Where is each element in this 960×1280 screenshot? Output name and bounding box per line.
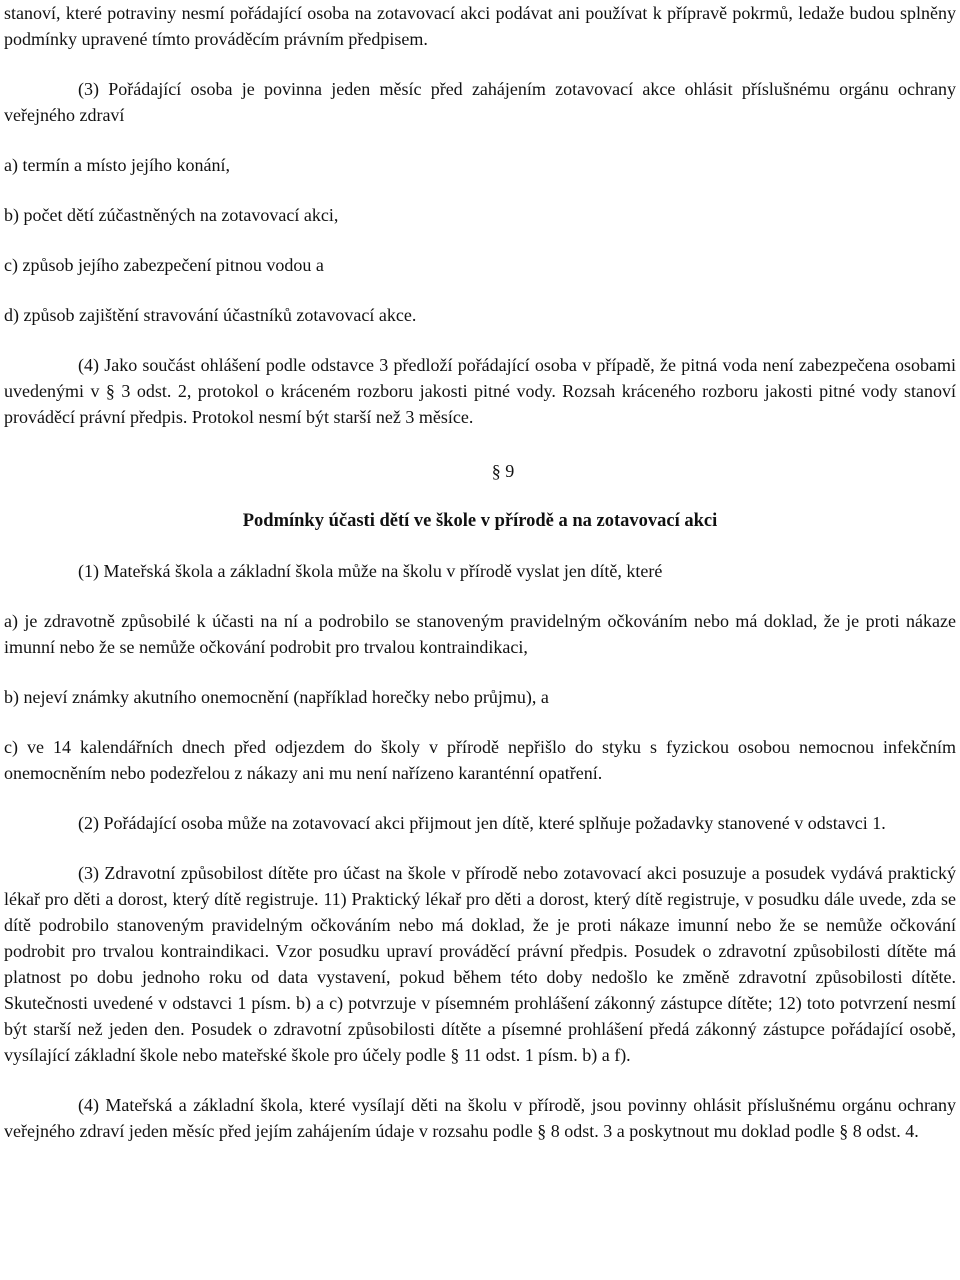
paragraph-continuation: stanoví, které potraviny nesmí pořádající osoba na zotavovací akci podávat ani používat k přípravě pokrmů, ledaže budou splněny podmínky upravené tímto prováděcím právním předpisem.	[4, 3, 956, 49]
paragraph-4: (4) Jako součást ohlášení podle odstavce 3 předloží pořádající osoba v případě, že pitná voda není zabezpečena osobami uvedenými v § 3 odst. 2, protokol o kráceném rozboru jakosti pitné vody. Rozsah kráceného rozboru jakosti pitné vody stanoví prováděcí právní předpis. Protokol nesmí být starší než 3 měsíce.	[4, 355, 956, 427]
list-item-b: b) počet dětí zúčastněných na zotavovací akci,	[4, 205, 339, 225]
s9-paragraph-3: (3) Zdravotní způsobilost dítěte pro účast na škole v přírodě nebo zotavovací akci posuzuje a posudek vydává praktický lékař pro děti a dorost, který dítě registruje. 11) Praktický lékař pro děti a dorost, který dítě registruje, v posudku dále uvede, zda se dítě podrobilo stanoveným pravidelným očkováním nebo má doklad, že je proti nákaze imunní nebo že se nemůže očkování podrobit pro trvalou kontraindikaci. Vzor posudku upraví prováděcí právní předpis. Posudek o zdravotní způsobilosti dítěte má platnost po dobu jednoho roku od data vystavení, pokud během této doby nedošlo ke změně zdravotní způsobilosti dítěte. Skutečnosti uvedené v odstavci 1 písm. b) a c) potvrzuje v písemném prohlášení zákonný zástupce dítěte; 12) toto potvrzení nesmí být starší než jeden den. Posudek o zdravotní způsobilosti dítěte a písemné prohlášení předá zákonný zástupce pořádající osobě, vysílající základní škole nebo mateřské škole pro účely podle § 11 odst. 1 písm. b) a f).	[4, 863, 956, 1065]
paragraph-3-intro: (3) Pořádající osoba je povinna jeden měsíc před zahájením zotavovací akce ohlásit příslušnému orgánu ochrany veřejného zdraví	[4, 79, 956, 125]
list-item-c: c) způsob jejího zabezpečení pitnou vodou a	[4, 255, 324, 275]
s9-paragraph-2: (2) Pořádající osoba může na zotavovací akci přijmout jen dítě, které splňuje požadavky stanovené v odstavci 1.	[78, 813, 886, 833]
s9-list-item-a: a) je zdravotně způsobilé k účasti na ní a podrobilo se stanoveným pravidelným očkováním nebo má doklad, že je proti nákaze imunní nebo že se nemůže očkování podrobit pro trvalou kontraindikaci,	[4, 611, 956, 657]
list-item-a: a) termín a místo jejího konání,	[4, 155, 230, 175]
section-mark: § 9	[491, 461, 515, 481]
s9-list-item-c: c) ve 14 kalendářních dnech před odjezdem do školy v přírodě nepřišlo do styku s fyzickou osobou nemocnou infekčním onemocněním nebo podezřelou z nákazy ani mu není nařízeno karanténní opatření.	[4, 737, 956, 783]
document-page	[4, 0, 956, 1144]
s9-list-item-b: b) nejeví známky akutního onemocnění (například horečky nebo průjmu), a	[4, 687, 549, 707]
s9-paragraph-1-intro: (1) Mateřská škola a základní škola může na školu v přírodě vyslat jen dítě, které	[78, 561, 663, 581]
section-title: Podmínky účasti dětí ve škole v přírodě a na zotavovací akci	[242, 511, 718, 531]
s9-paragraph-4: (4) Mateřská a základní škola, které vysílají děti na školu v přírodě, jsou povinny ohlásit příslušnému orgánu ochrany veřejného zdraví jeden měsíc před jejím zahájením údaje v rozsahu podle § 8 odst. 3 a poskytnout mu doklad podle § 8 odst. 4.	[4, 1095, 956, 1141]
list-item-d: d) způsob zajištění stravování účastníků zotavovací akce.	[4, 305, 417, 325]
